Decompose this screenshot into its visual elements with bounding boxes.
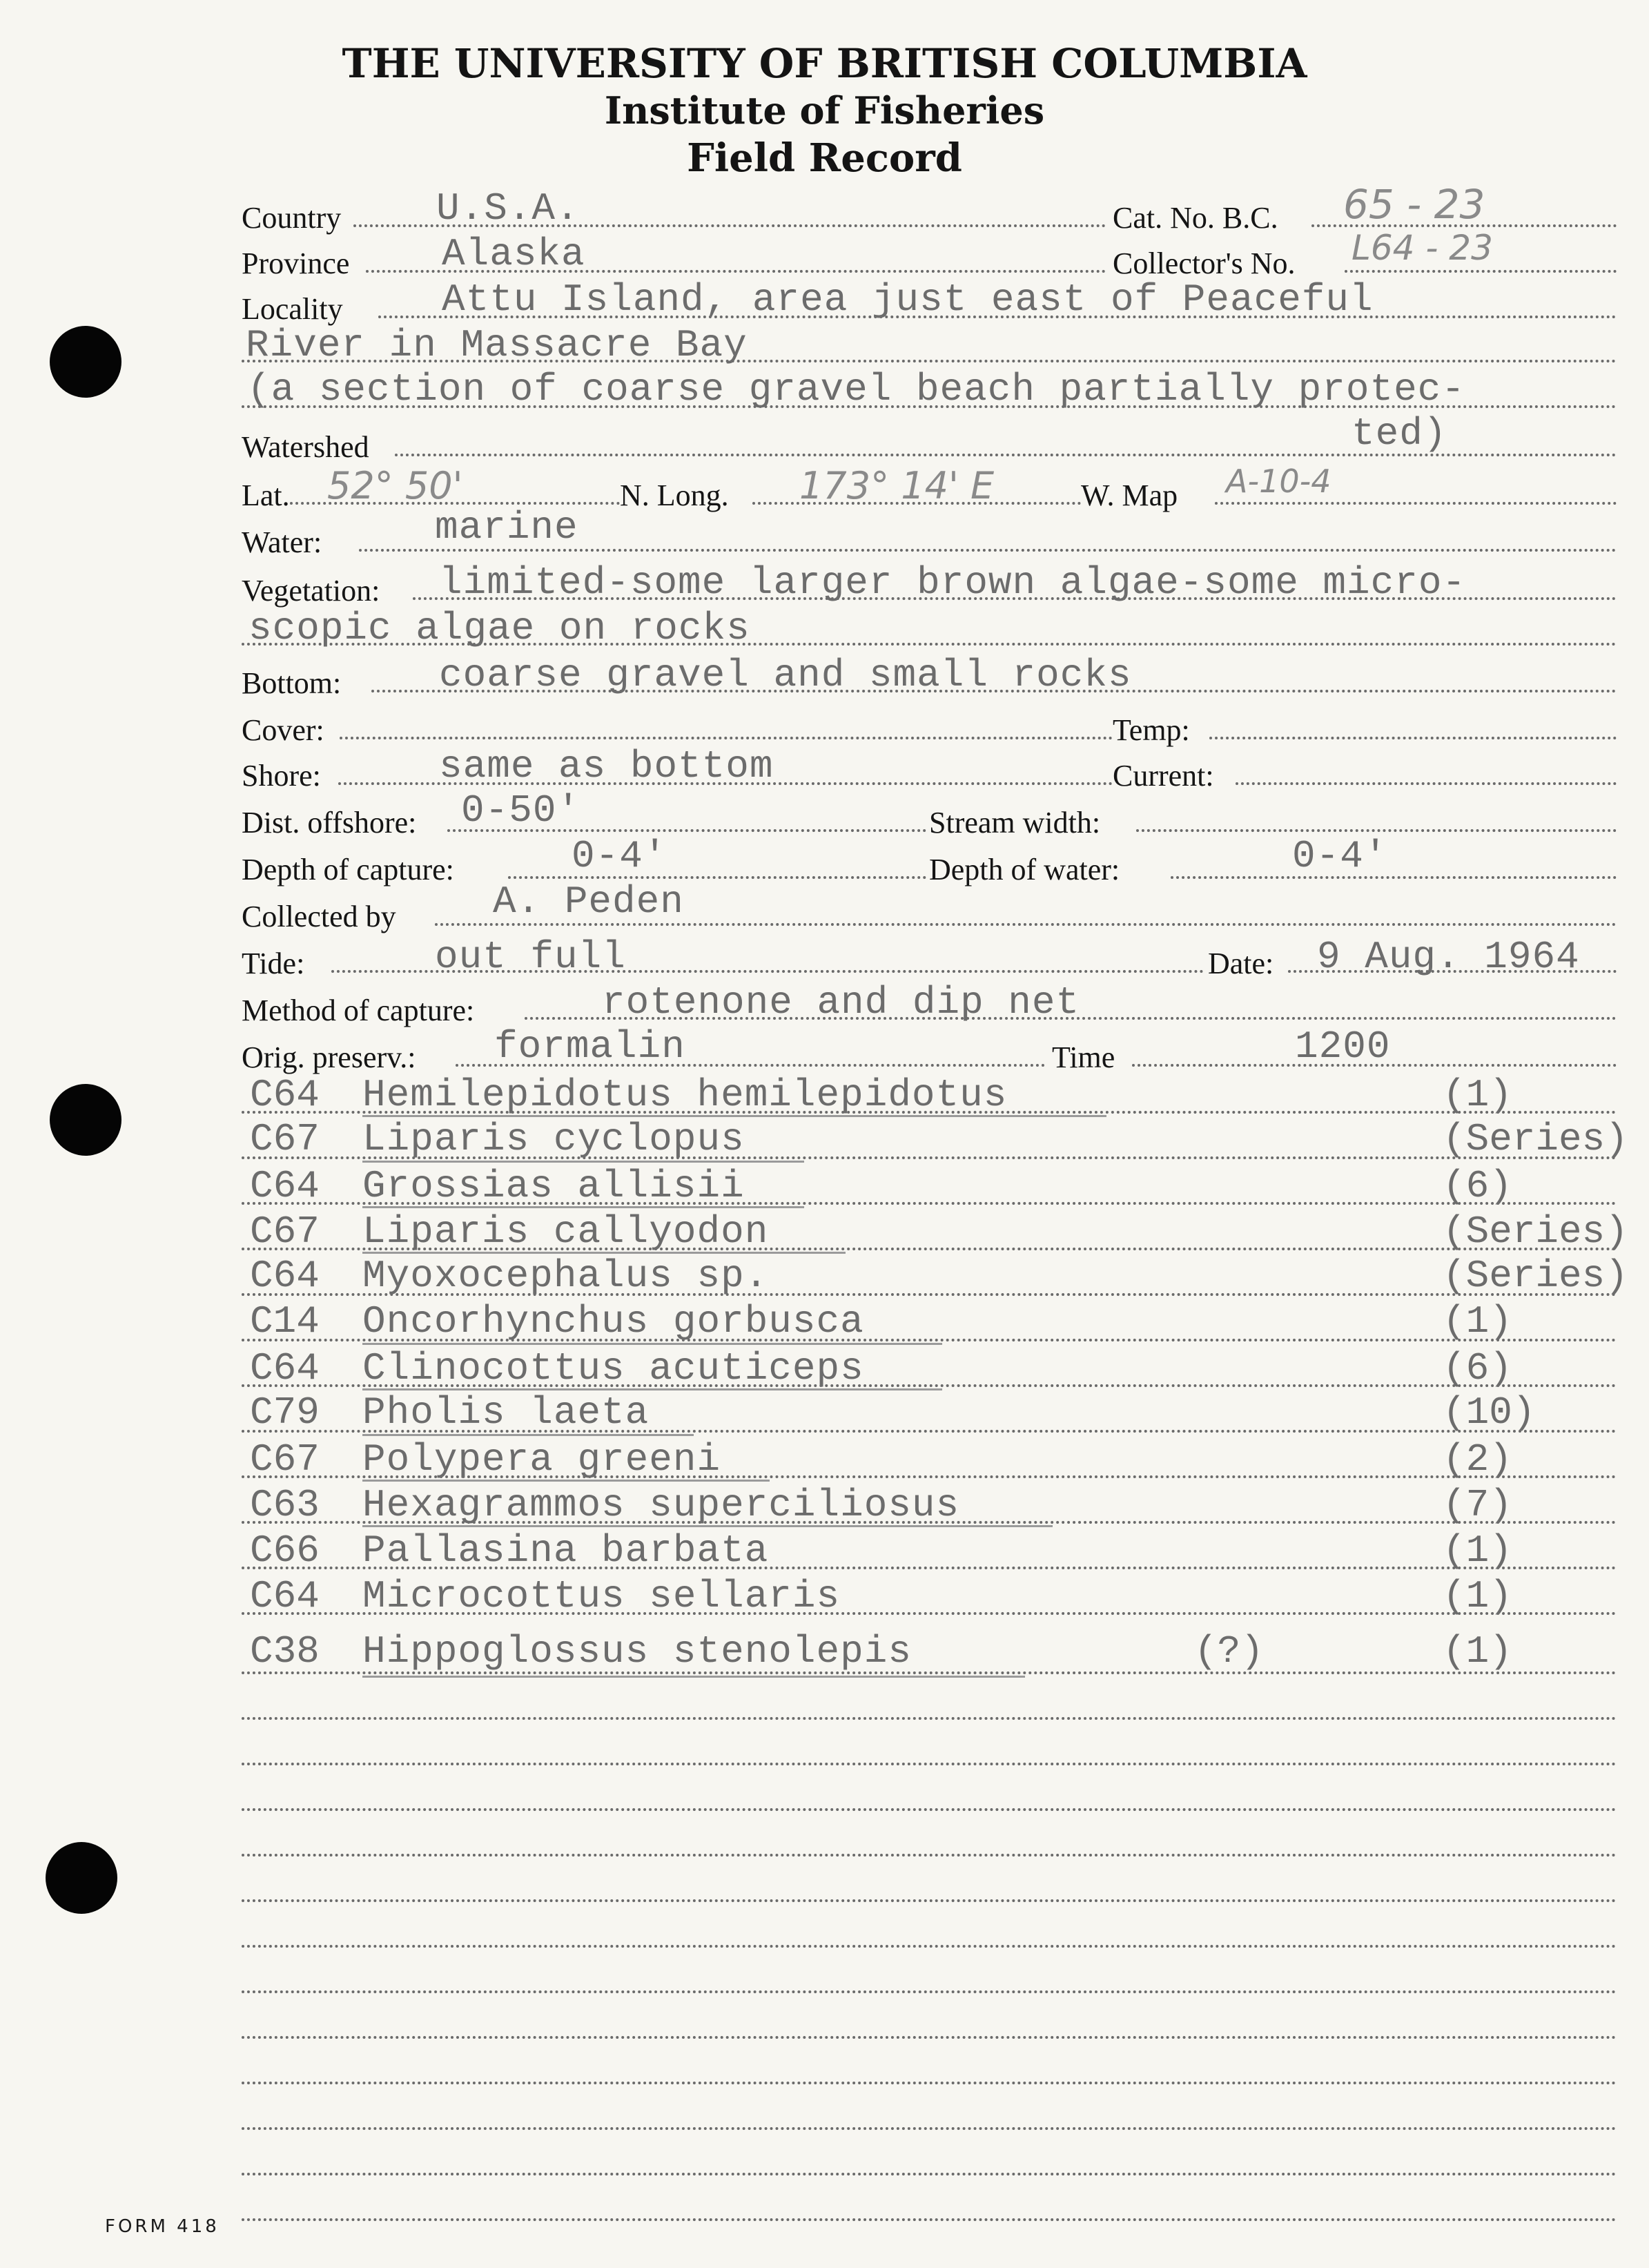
species-name: Grossias allisii: [362, 1164, 745, 1208]
species-underline: [362, 1676, 1025, 1678]
depth-capture-line: [508, 876, 926, 879]
blank-line: [242, 1854, 1617, 1857]
vegetation-label: Vegetation:: [242, 574, 380, 608]
blank-line: [242, 2218, 1617, 2221]
species-underline: [362, 1343, 942, 1345]
species-code: C64: [250, 1073, 320, 1117]
species-name: Oncorhynchus gorbusca: [362, 1299, 864, 1344]
country-value: U.S.A.: [436, 186, 580, 231]
depth-capture-label: Depth of capture:: [242, 853, 454, 886]
species-name: Pallasina barbata: [362, 1529, 769, 1573]
species-name: Hemilepidotus hemilepidotus: [362, 1073, 1008, 1117]
species-name: Liparis cyclopus: [362, 1117, 745, 1161]
collectors-no-value: L64 - 23: [1352, 228, 1493, 268]
tide-label: Tide:: [242, 947, 305, 980]
depth-water-line: [1171, 876, 1617, 879]
species-name: Myoxocephalus sp.: [362, 1254, 769, 1298]
species-code: C67: [250, 1210, 320, 1254]
locality-label: Locality: [242, 292, 343, 326]
depth-water-value: 0-4': [1292, 834, 1388, 878]
species-count: (Series): [1443, 1117, 1628, 1161]
dist-offshore-value: 0-50': [461, 788, 581, 833]
temp-label: Temp:: [1113, 713, 1190, 747]
province-value: Alaska: [442, 232, 585, 276]
species-name: Pholis laeta: [362, 1390, 650, 1435]
lat-label: Lat.: [242, 478, 290, 512]
record-title: Field Record: [687, 135, 962, 181]
species-count: (7): [1443, 1483, 1512, 1527]
collectors-no-line: [1345, 270, 1617, 273]
collected-by-value: A. Peden: [493, 880, 684, 924]
species-count: (2): [1443, 1437, 1512, 1482]
species-name: Microcottus sellaris: [362, 1574, 841, 1618]
water-label: Water:: [242, 525, 322, 559]
species-name: Polypera greeni: [362, 1437, 721, 1482]
blank-line: [242, 1763, 1617, 1765]
species-code: C66: [250, 1529, 320, 1573]
species-count: (1): [1443, 1529, 1512, 1573]
species-count: (Series): [1443, 1210, 1628, 1254]
current-line: [1236, 782, 1617, 785]
locality-value-1: Attu Island, area just east of Peaceful: [442, 278, 1374, 322]
province-label: Province: [242, 246, 350, 280]
collectors-no-label: Collector's No.: [1113, 246, 1296, 280]
water-value: marine: [435, 505, 578, 550]
species-underline: [362, 1525, 1053, 1527]
date-value: 9 Aug. 1964: [1317, 935, 1580, 979]
species-name: Hexagrammos superciliosus: [362, 1483, 960, 1527]
method-label: Method of capture:: [242, 994, 475, 1027]
stream-width-label: Stream width:: [929, 806, 1101, 840]
orig-preserv-label: Orig. preserv.:: [242, 1040, 416, 1074]
species-code: C79: [250, 1390, 320, 1435]
species-count: (1): [1443, 1299, 1512, 1344]
map-value: A-10-4: [1226, 463, 1331, 500]
dist-offshore-label: Dist. offshore:: [242, 806, 417, 840]
blank-line: [242, 1899, 1617, 1902]
watershed-label: Watershed: [242, 430, 369, 464]
locality-value-3: (a section of coarse gravel beach partially protec-: [247, 367, 1465, 411]
blank-line: [242, 1990, 1617, 1993]
species-code: C64: [250, 1254, 320, 1298]
binder-hole: [50, 326, 121, 398]
species-code: C63: [250, 1483, 320, 1527]
locality-value-2: River in Massacre Bay: [246, 323, 748, 367]
institute-title: Institute of Fisheries: [604, 88, 1045, 133]
current-label: Current:: [1113, 759, 1214, 793]
map-line: [1215, 502, 1617, 505]
n-long-label: N. Long.: [620, 478, 729, 512]
species-count: (6): [1443, 1164, 1512, 1208]
species-code: C64: [250, 1164, 320, 1208]
species-underline: [362, 1161, 804, 1163]
species-count: (Series): [1443, 1254, 1628, 1298]
species-code: C67: [250, 1437, 320, 1482]
species-code: C38: [250, 1629, 320, 1674]
species-count: (6): [1443, 1346, 1512, 1390]
binder-hole: [50, 1084, 121, 1156]
form-number: FORM 418: [105, 2216, 219, 2237]
species-code: C14: [250, 1299, 320, 1344]
university-title: THE UNIVERSITY OF BRITISH COLUMBIA: [342, 40, 1307, 87]
blank-line: [242, 2082, 1617, 2084]
stream-width-line: [1136, 829, 1617, 832]
w-map-label: W. Map: [1081, 478, 1178, 512]
cat-no-label: Cat. No. B.C.: [1113, 201, 1278, 235]
species-code: C67: [250, 1117, 320, 1161]
country-label: Country: [242, 201, 342, 235]
species-count: (1): [1443, 1574, 1512, 1618]
species-name: Clinocottus acuticeps: [362, 1346, 864, 1390]
method-value: rotenone and dip net: [602, 980, 1080, 1025]
collected-by-label: Collected by: [242, 900, 396, 933]
vegetation-value-2: scopic algae on rocks: [248, 606, 750, 650]
lat-value: 52° 50': [327, 464, 463, 507]
cover-label: Cover:: [242, 713, 324, 747]
species-count: (1): [1443, 1629, 1512, 1674]
temp-line: [1209, 737, 1617, 739]
shore-value: same as bottom: [439, 744, 774, 788]
orig-preserv-value: formalin: [494, 1025, 685, 1069]
species-code: C64: [250, 1346, 320, 1390]
blank-line: [242, 1717, 1617, 1720]
depth-water-label: Depth of water:: [929, 853, 1120, 886]
species-count: (1): [1443, 1073, 1512, 1117]
long-value: 173° 14' E: [799, 464, 995, 507]
species-name: Liparis callyodon: [362, 1210, 769, 1254]
time-value: 1200: [1295, 1025, 1391, 1069]
species-underline: [362, 1480, 770, 1482]
bottom-value: coarse gravel and small rocks: [439, 653, 1132, 697]
blank-line: [242, 1945, 1617, 1948]
blank-line: [242, 2173, 1617, 2175]
blank-line: [242, 2127, 1617, 2130]
cover-line: [340, 737, 1113, 739]
time-label: Time: [1052, 1040, 1115, 1074]
depth-capture-value: 0-4': [572, 834, 667, 878]
species-note: (?): [1194, 1629, 1264, 1674]
species-underline: [362, 1434, 694, 1436]
shore-label: Shore:: [242, 759, 321, 793]
date-label: Date:: [1208, 947, 1274, 980]
binder-hole: [46, 1842, 117, 1914]
cat-no-value: 65 - 23: [1343, 181, 1485, 228]
species-name: Hippoglossus stenolepis: [362, 1629, 912, 1674]
locality-value-4: ted): [1352, 411, 1447, 456]
blank-line: [242, 1808, 1617, 1811]
tide-value: out full: [435, 935, 626, 979]
species-code: C64: [250, 1574, 320, 1618]
vegetation-value-1: limited-some larger brown algae-some micro-: [439, 561, 1467, 605]
bottom-label: Bottom:: [242, 666, 342, 700]
blank-line: [242, 2036, 1617, 2039]
species-underline: [362, 1206, 804, 1208]
species-count: (10): [1443, 1390, 1536, 1435]
